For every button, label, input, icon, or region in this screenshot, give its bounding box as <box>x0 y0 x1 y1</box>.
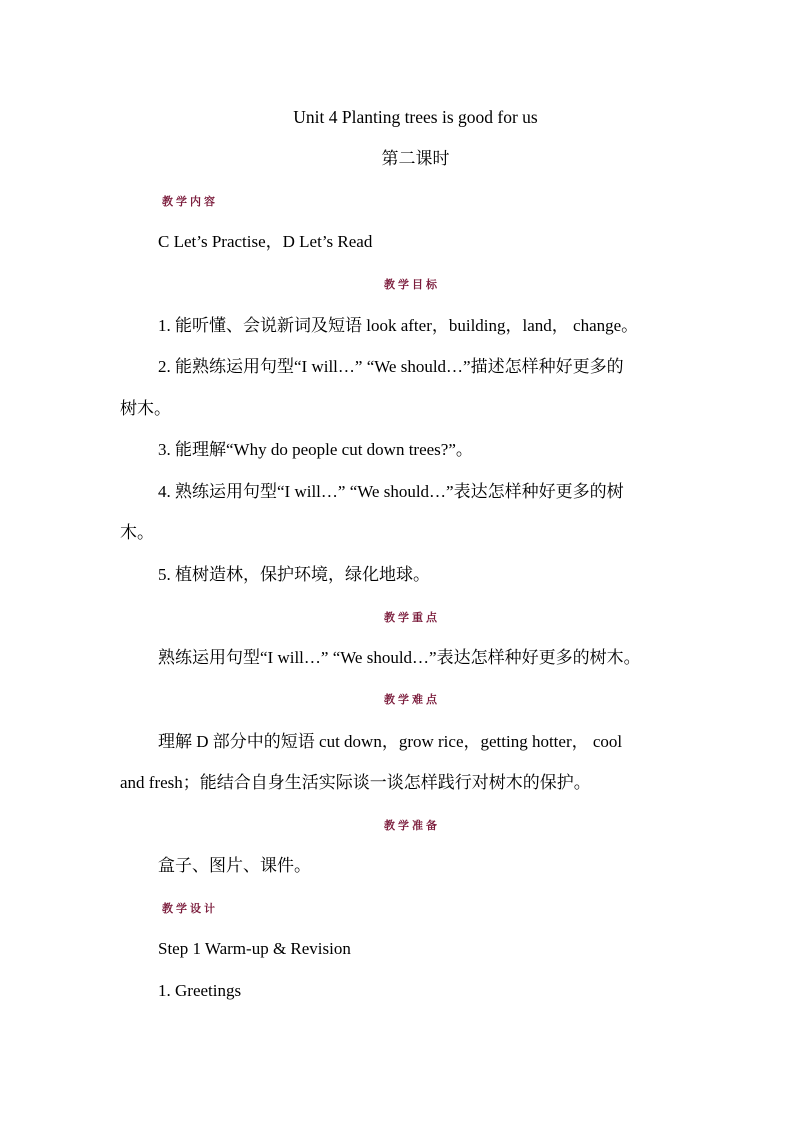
section-label-goals: 教学目标 <box>380 276 444 294</box>
prep-text: 盒子、图片、课件。 <box>158 856 311 875</box>
step-1-item-1: 1. Greetings <box>158 981 242 1000</box>
section-label-prep: 教学准备 <box>380 817 444 835</box>
goal-item-1: 1. 能听懂、会说新词及短语 look after，building，land， change。 <box>158 316 639 335</box>
section-label-difficult: 教学难点 <box>380 691 444 709</box>
key-text: 熟练运用句型“I will…” “We should…”表达怎样种好更多的树木。 <box>158 648 641 667</box>
goal-item-4: 4. 熟练运用句型“I will…” “We should…”表达怎样种好更多的树 <box>158 482 624 501</box>
goal-item-2-cont: 树木。 <box>120 399 171 418</box>
page-subtitle: 第二课时 <box>381 149 450 168</box>
difficult-text-line-2: and fresh；能结合自身生活实际谈一谈怎样践行对树木的保护。 <box>120 773 591 792</box>
difficult-text-line-1: 理解 D 部分中的短语 cut down，grow rice，getting hotter， cool <box>158 732 623 751</box>
section-label-design: 教学设计 <box>158 900 222 918</box>
goal-item-3: 3. 能理解“Why do people cut down trees?”。 <box>158 440 473 459</box>
content-text: C Let’s Practise，D Let’s Read <box>158 232 373 251</box>
goal-item-2: 2. 能熟练运用句型“I will…” “We should…”描述怎样种好更多的 <box>158 357 624 376</box>
section-label-content: 教学内容 <box>158 193 222 211</box>
goal-item-5: 5. 植树造林，保护环境，绿化地球。 <box>158 565 430 584</box>
goal-item-4-cont: 木。 <box>120 523 154 542</box>
page-title: Unit 4 Planting trees is good for us <box>293 107 538 127</box>
section-label-key: 教学重点 <box>380 609 444 627</box>
step-1-heading: Step 1 Warm-up & Revision <box>158 939 351 958</box>
